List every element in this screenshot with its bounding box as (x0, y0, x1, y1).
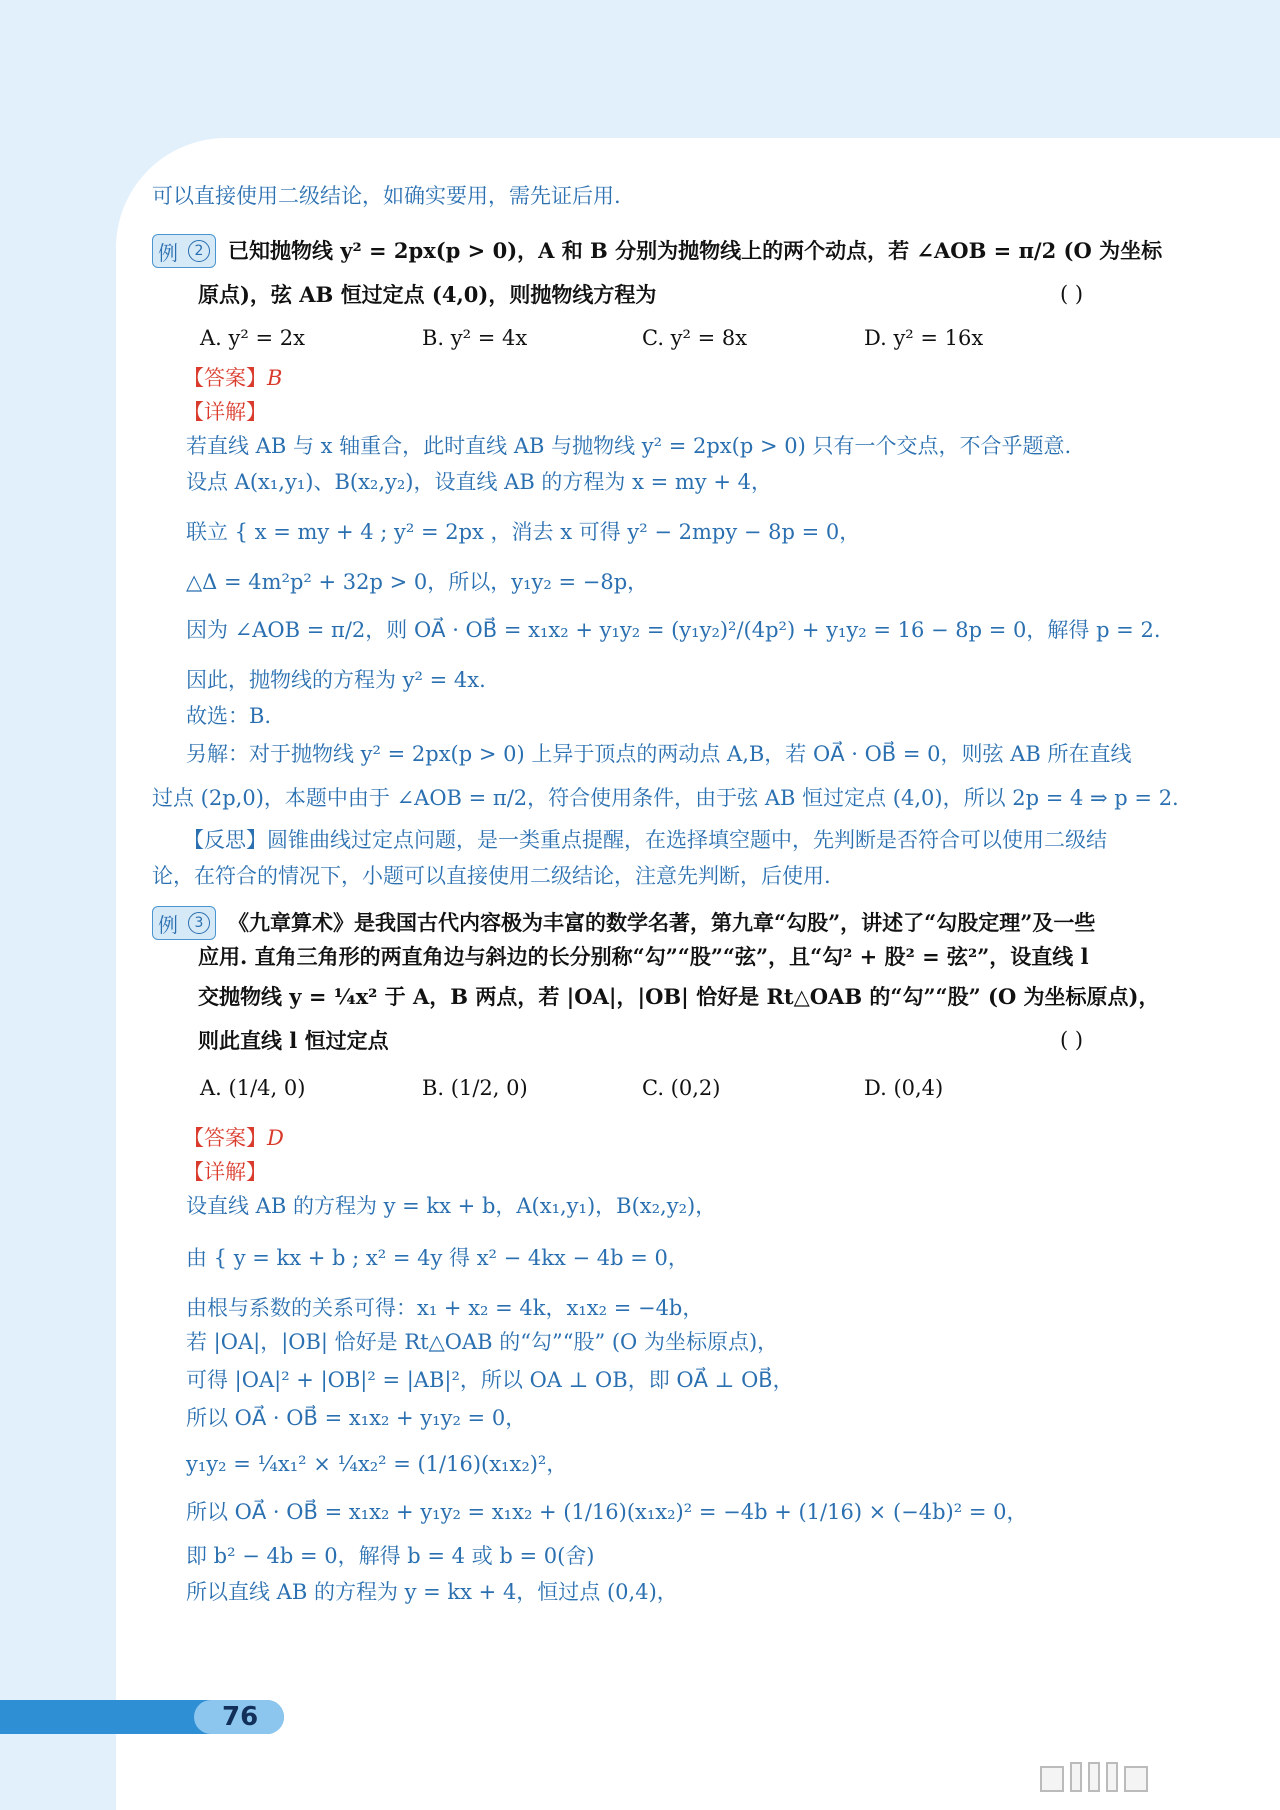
ex3-question-line-1: 《九章算术》是我国古代内容极为丰富的数学名著，第九章“勾股”，讲述了“勾股定理”及一些 (228, 910, 1096, 935)
ex2-solution-line-2: 设点 A(x₁,y₁)、B(x₂,y₂)，设直线 AB 的方程为 x = my + 4， (186, 470, 772, 494)
ex3-answer-blank: ( ) (1060, 1028, 1084, 1052)
example-number: 3 (188, 912, 210, 934)
ex2-solution-line-5: 因为 ∠AOB = π/2，则 OA⃗ · OB⃗ = x₁x₂ + y₁y₂ = (y₁y₂)²/(4p²) + y₁y₂ = 16 − 8p = 0，解得 p = 2. (186, 618, 1161, 642)
page-number: 76 (222, 1702, 259, 1732)
example-2-label (152, 234, 216, 268)
ex3-solution-line-8: 所以 OA⃗ · OB⃗ = x₁x₂ + y₁y₂ = x₁x₂ + (1/16)(x₁x₂)² = −4b + (1/16) × (−4b)² = 0， (186, 1500, 1028, 1524)
ex3-detail-tag: 【详解】 (183, 1160, 267, 1184)
ex2-solution-line-3: 联立 { x = my + 4 ; y² = 2px ，消去 x 可得 y² − 2mpy − 8p = 0， (186, 520, 861, 544)
example-3-label (152, 906, 216, 940)
ex3-question-line-3: 交抛物线 y = ¼x² 于 A，B 两点，若 |OA|，|OB| 恰好是 Rt△OAB 的“勾”“股” (O 为坐标原点)， (198, 984, 1160, 1009)
ex2-reflection-line-1: 【反思】圆锥曲线过定点问题，是一类重点提醒，在选择填空题中，先判断是否符合可以使用二级结 (183, 828, 1107, 852)
ex2-solution-line-4: △Δ = 4m²p² + 32p > 0，所以，y₁y₂ = −8p， (186, 570, 649, 594)
ex2-solution-line-8: 另解：对于抛物线 y² = 2px(p > 0) 上异于顶点的两动点 A,B，若 OA⃗ · OB⃗ = 0，则弦 AB 所在直线 (186, 742, 1132, 766)
answer-tag: 【答案】 (183, 366, 267, 390)
ex2-answer-line (183, 366, 282, 391)
intro-text: 可以直接使用二级结论，如确实要用，需先证后用. (152, 184, 621, 208)
ex3-solution-line-3: 由根与系数的关系可得：x₁ + x₂ = 4k，x₁x₂ = −4b， (186, 1296, 704, 1320)
ex2-solution-line-9: 过点 (2p,0)，本题中由于 ∠AOB = π/2，符合使用条件，由于弦 AB 恒过定点 (4,0)，所以 2p = 4 ⇒ p = 2. (152, 786, 1179, 810)
ex3-option-c: C. (0,2) (642, 1076, 721, 1100)
watermark-logo (1040, 1762, 1148, 1792)
ex3-question-line-4: 则此直线 l 恒过定点 (198, 1028, 389, 1053)
left-band (0, 0, 116, 1810)
ex3-solution-line-1: 设直线 AB 的方程为 y = kx + b，A(x₁,y₁)，B(x₂,y₂)， (186, 1194, 717, 1218)
answer-value: D (267, 1126, 284, 1150)
example-label-text: 例 (158, 240, 178, 265)
ex2-option-c: C. y² = 8x (642, 326, 748, 350)
example-number: 2 (188, 240, 210, 262)
ex2-reflection-line-2: 论，在符合的情况下，小题可以直接使用二级结论，注意先判断，后使用. (152, 864, 831, 888)
ex2-solution-line-6: 因此，抛物线的方程为 y² = 4x. (186, 668, 486, 692)
ex3-solution-line-5: 可得 |OA|² + |OB|² = |AB|²，所以 OA ⊥ OB，即 OA⃗ ⊥ OB⃗， (186, 1368, 794, 1392)
ex2-option-d: D. y² = 16x (864, 326, 984, 350)
example-label-text: 例 (158, 912, 178, 937)
ex3-answer-line (183, 1126, 284, 1151)
ex2-option-b: B. y² = 4x (422, 326, 528, 350)
ex2-question-line-2: 原点)，弦 AB 恒过定点 (4,0)，则抛物线方程为 (198, 282, 657, 307)
ex2-question-line-1: 已知抛物线 y² = 2px(p > 0)，A 和 B 分别为抛物线上的两个动点，若 ∠AOB = π/2 (O 为坐标 (228, 238, 1163, 263)
answer-value: B (267, 366, 283, 390)
ex3-solution-line-4: 若 |OA|，|OB| 恰好是 Rt△OAB 的“勾”“股” (O 为坐标原点)， (186, 1330, 779, 1354)
ex3-solution-line-2: 由 { y = kx + b ; x² = 4y 得 x² − 4kx − 4b = 0， (186, 1246, 689, 1270)
answer-tag: 【答案】 (183, 1126, 267, 1150)
ex3-option-a: A. (1/4, 0) (200, 1076, 306, 1100)
ex3-solution-line-9: 即 b² − 4b = 0，解得 b = 4 或 b = 0(舍) (186, 1544, 595, 1568)
ex3-option-d: D. (0,4) (864, 1076, 944, 1100)
ex3-solution-line-6: 所以 OA⃗ · OB⃗ = x₁x₂ + y₁y₂ = 0， (186, 1406, 527, 1430)
ex3-option-b: B. (1/2, 0) (422, 1076, 528, 1100)
ex2-solution-line-7: 故选：B. (186, 704, 272, 728)
ex3-solution-line-7: y₁y₂ = ¼x₁² × ¼x₂² = (1/16)(x₁x₂)²， (186, 1452, 568, 1476)
ex2-detail-tag: 【详解】 (183, 400, 267, 424)
ex3-question-line-2: 应用. 直角三角形的两直角边与斜边的长分别称“勾”“股”“弦”，且“勾² + 股² = 弦²”，设直线 l (198, 944, 1089, 969)
ex2-solution-line-1: 若直线 AB 与 x 轴重合，此时直线 AB 与抛物线 y² = 2px(p > 0) 只有一个交点，不合乎题意. (186, 434, 1072, 458)
ex2-option-a: A. y² = 2x (200, 326, 305, 350)
ex2-answer-blank: ( ) (1060, 282, 1084, 306)
ex3-solution-line-10: 所以直线 AB 的方程为 y = kx + 4，恒过点 (0,4)， (186, 1580, 678, 1604)
